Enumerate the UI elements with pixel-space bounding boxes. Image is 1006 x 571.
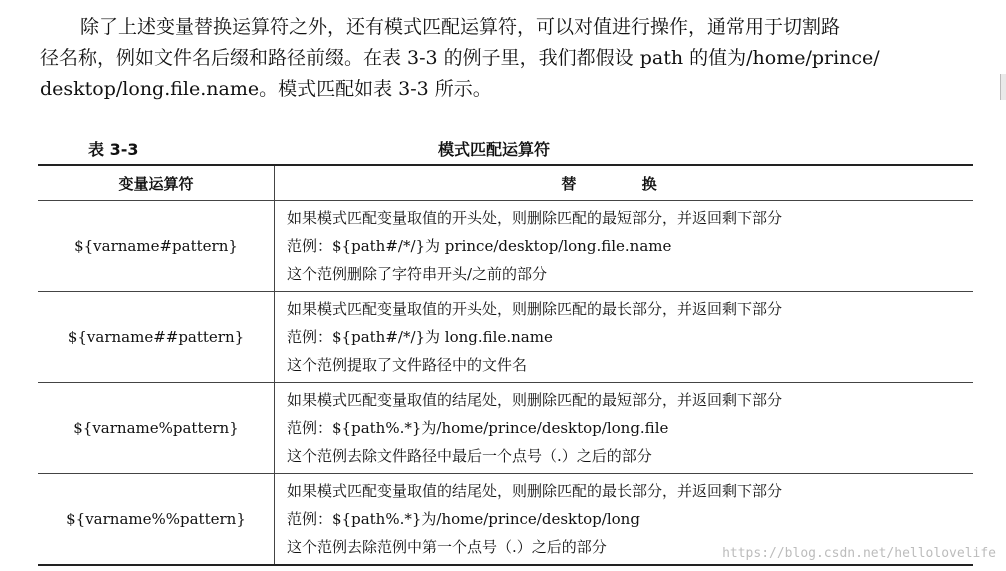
example-line: 范例：${path#/*/}为 long.file.name (287, 328, 553, 346)
column-header-replacement (275, 165, 974, 201)
explanation-line: 这个范例提取了文件路径中的文件名 (287, 356, 528, 374)
example-line: 范例：${path%.*}为/home/prince/desktop/long.file (287, 419, 669, 437)
table-row (38, 201, 973, 292)
description-cell (275, 383, 974, 474)
explanation-line: 这个范例删除了字符串开头/之前的部分 (287, 265, 548, 283)
description-line: 如果模式匹配变量取值的结尾处，则删除匹配的最短部分，并返回剩下部分 (287, 391, 783, 409)
intro-paragraph (40, 12, 980, 105)
operator-cell: ${varname%pattern} (38, 383, 275, 474)
table-title: 模式匹配运算符 (438, 140, 551, 159)
table-row (38, 383, 973, 474)
explanation-line: 这个范例去除范例中第一个点号（.）之后的部分 (287, 538, 607, 556)
description-line: 如果模式匹配变量取值的开头处，则删除匹配的最短部分，并返回剩下部分 (287, 209, 783, 227)
description-line: 如果模式匹配变量取值的开头处，则删除匹配的最长部分，并返回剩下部分 (287, 300, 783, 318)
scrollbar-edge[interactable] (1000, 74, 1006, 100)
table-row (38, 292, 973, 383)
description-cell (275, 292, 974, 383)
intro-line-3: desktop/long.file.name。模式匹配如表 3-3 所示。 (40, 78, 492, 100)
intro-line-1: 除了上述变量替换运算符之外，还有模式匹配运算符，可以对值进行操作，通常用于切割路 (80, 16, 841, 38)
operator-cell: ${varname#pattern} (38, 201, 275, 292)
description-line: 如果模式匹配变量取值的结尾处，则删除匹配的最长部分，并返回剩下部分 (287, 482, 783, 500)
operator-cell: ${varname%%pattern} (38, 474, 275, 566)
source-watermark: https://blog.csdn.net/hellolovelife (722, 546, 996, 561)
pattern-operators-table (38, 164, 973, 566)
table-number: 表 3-3 (88, 140, 139, 159)
example-line: 范例：${path#/*/}为 prince/desktop/long.file.name (287, 237, 672, 255)
table-header-row (38, 165, 973, 201)
description-cell (275, 201, 974, 292)
intro-line-2: 径名称，例如文件名后缀和路径前缀。在表 3-3 的例子里，我们都假设 path 的值为/home/prince/ (40, 47, 880, 69)
operator-cell: ${varname##pattern} (38, 292, 275, 383)
explanation-line: 这个范例去除文件路径中最后一个点号（.）之后的部分 (287, 447, 652, 465)
column-header-operator: 变量运算符 (38, 165, 275, 201)
example-line: 范例：${path%.*}为/home/prince/desktop/long (287, 510, 640, 528)
column-header-replacement-label: 替 换 (561, 174, 687, 193)
table-caption (0, 137, 1006, 159)
